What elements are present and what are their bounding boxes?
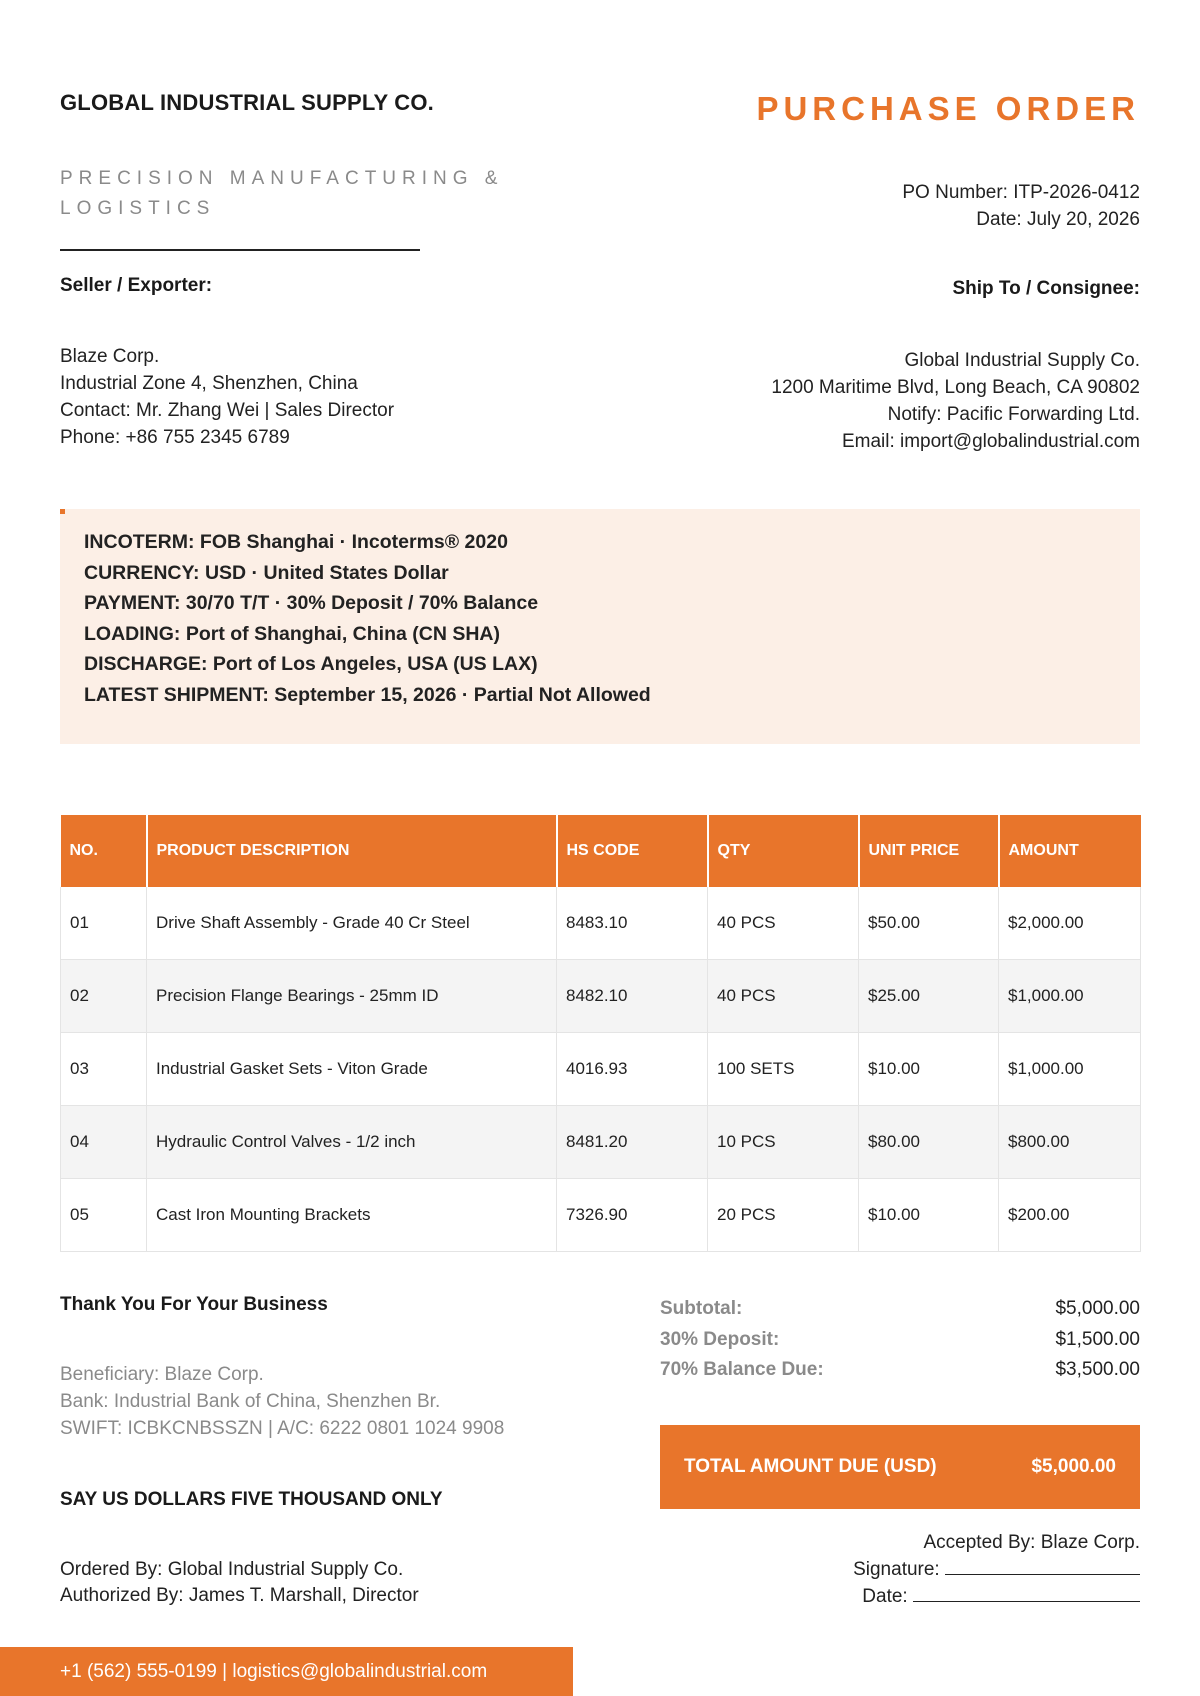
- date-label: Date:: [862, 1586, 908, 1607]
- subtotal-value: $5,000.00: [1055, 1298, 1140, 1319]
- thank-you-heading: Thank You For Your Business: [60, 1294, 328, 1315]
- ship-to-line: Email: import@globalindustrial.com: [841, 431, 1140, 452]
- cell-amount: $2,000.00: [999, 887, 1141, 960]
- cell-unit-price: $80.00: [859, 1106, 999, 1179]
- bank-line: Bank: Industrial Bank of China, Shenzhen Br.: [60, 1391, 441, 1412]
- terms-list: [84, 527, 651, 711]
- seller-line: Industrial Zone 4, Shenzhen, China: [60, 373, 358, 394]
- table-row: [61, 887, 1141, 960]
- cell-description: Drive Shaft Assembly - Grade 40 Cr Steel: [147, 887, 557, 960]
- signature-row: [853, 1556, 1140, 1583]
- accepted-by: Accepted By: Blaze Corp.: [923, 1532, 1140, 1553]
- amount-in-words: SAY US DOLLARS FIVE THOUSAND ONLY: [60, 1489, 443, 1510]
- col-header-amount: AMOUNT: [999, 815, 1141, 887]
- header-divider: [60, 249, 420, 251]
- col-header-description: PRODUCT DESCRIPTION: [147, 815, 557, 887]
- col-header-no: NO.: [61, 815, 147, 887]
- terms-accent-mark: [60, 509, 65, 514]
- cell-unit-price: $25.00: [859, 960, 999, 1033]
- ordered-by: Ordered By: Global Industrial Supply Co.: [60, 1559, 404, 1580]
- order-authorization: [60, 1557, 419, 1609]
- balance-row: [660, 1355, 1140, 1386]
- cell-hs-code: 4016.93: [557, 1033, 708, 1106]
- total-due-value: $5,000.00: [1031, 1456, 1116, 1477]
- seller-line: Blaze Corp.: [60, 346, 160, 367]
- cell-no: 02: [61, 960, 147, 1033]
- term-discharge: DISCHARGE: Port of Los Angeles, USA (US LAX): [84, 653, 538, 676]
- ship-to-label: Ship To / Consignee:: [952, 278, 1140, 299]
- acceptance-block: [853, 1529, 1140, 1610]
- ship-to-line: 1200 Maritime Blvd, Long Beach, CA 90802: [771, 377, 1140, 398]
- balance-value: $3,500.00: [1055, 1359, 1140, 1380]
- line-items-table: [60, 815, 1141, 1252]
- col-header-hs-code: HS CODE: [557, 815, 708, 887]
- cell-no: 04: [61, 1106, 147, 1179]
- po-number: PO Number: ITP-2026-0412: [902, 182, 1140, 203]
- cell-qty: 40 PCS: [708, 887, 859, 960]
- seller-line: Phone: +86 755 2345 6789: [60, 427, 290, 448]
- term-incoterm: INCOTERM: FOB Shanghai · Incoterms® 2020: [84, 531, 508, 553]
- cell-qty: 20 PCS: [708, 1179, 859, 1252]
- table-row: [61, 1179, 1141, 1252]
- cell-description: Hydraulic Control Valves - 1/2 inch: [147, 1106, 557, 1179]
- deposit-value: $1,500.00: [1055, 1328, 1140, 1350]
- term-currency: CURRENCY: USD · United States Dollar: [84, 561, 449, 584]
- signature-label: Signature:: [853, 1559, 940, 1580]
- cell-hs-code: 7326.90: [557, 1179, 708, 1252]
- table-row: [61, 1033, 1141, 1106]
- deposit-label: 30% Deposit:: [660, 1328, 780, 1350]
- cell-unit-price: $10.00: [859, 1033, 999, 1106]
- contact-bar: +1 (562) 555-0199 | logistics@globalindustrial.com: [0, 1647, 573, 1696]
- company-name: GLOBAL INDUSTRIAL SUPPLY CO.: [60, 90, 434, 115]
- cell-unit-price: $10.00: [859, 1179, 999, 1252]
- signature-line[interactable]: [945, 1556, 1140, 1575]
- cell-amount: $1,000.00: [999, 960, 1141, 1033]
- cell-unit-price: $50.00: [859, 887, 999, 960]
- table-header-row: [61, 815, 1141, 887]
- term-loading: LOADING: Port of Shanghai, China (CN SHA): [84, 622, 500, 645]
- cell-no: 03: [61, 1033, 147, 1106]
- ship-to-address: [771, 347, 1140, 455]
- total-due-label: TOTAL AMOUNT DUE (USD): [684, 1456, 937, 1477]
- ship-to-line: Global Industrial Supply Co.: [904, 350, 1140, 371]
- table-row: [61, 960, 1141, 1033]
- ship-to-line: Notify: Pacific Forwarding Ltd.: [887, 404, 1140, 425]
- authorized-by: Authorized By: James T. Marshall, Director: [60, 1585, 419, 1606]
- table-row: [61, 1106, 1141, 1179]
- bank-line: Beneficiary: Blaze Corp.: [60, 1364, 264, 1385]
- document-title: PURCHASE ORDER: [756, 90, 1140, 127]
- cell-amount: $800.00: [999, 1106, 1141, 1179]
- subtotal-row: [660, 1294, 1140, 1325]
- po-meta: [902, 179, 1140, 233]
- cell-description: Industrial Gasket Sets - Viton Grade: [147, 1033, 557, 1106]
- col-header-qty: QTY: [708, 815, 859, 887]
- seller-address: [60, 343, 394, 451]
- cell-hs-code: 8482.10: [557, 960, 708, 1033]
- cell-no: 01: [61, 887, 147, 960]
- term-latest-shipment: LATEST SHIPMENT: September 15, 2026 · Partial Not Allowed: [84, 683, 651, 706]
- totals-summary: [660, 1294, 1140, 1386]
- cell-qty: 10 PCS: [708, 1106, 859, 1179]
- cell-amount: $200.00: [999, 1179, 1141, 1252]
- cell-description: Precision Flange Bearings - 25mm ID: [147, 960, 557, 1033]
- subtotal-label: Subtotal:: [660, 1298, 743, 1319]
- balance-label: 70% Balance Due:: [660, 1359, 824, 1380]
- total-due-banner: [660, 1425, 1140, 1509]
- cell-hs-code: 8483.10: [557, 887, 708, 960]
- deposit-row: [660, 1325, 1140, 1356]
- cell-amount: $1,000.00: [999, 1033, 1141, 1106]
- seller-label: Seller / Exporter:: [60, 275, 213, 296]
- po-date: Date: July 20, 2026: [976, 209, 1140, 230]
- cell-qty: 100 SETS: [708, 1033, 859, 1106]
- date-line[interactable]: [913, 1583, 1140, 1602]
- cell-no: 05: [61, 1179, 147, 1252]
- company-tagline: PRECISION MANUFACTURING & LOGISTICS: [60, 168, 504, 219]
- cell-hs-code: 8481.20: [557, 1106, 708, 1179]
- term-payment: PAYMENT: 30/70 T/T · 30% Deposit / 70% Balance: [84, 592, 539, 615]
- date-row: [853, 1583, 1140, 1610]
- col-header-unit-price: UNIT PRICE: [859, 815, 999, 887]
- bank-details: [60, 1361, 504, 1442]
- cell-description: Cast Iron Mounting Brackets: [147, 1179, 557, 1252]
- bank-line: SWIFT: ICBKCNBSSZN | A/C: 6222 0801 1024 9908: [60, 1418, 505, 1439]
- seller-line: Contact: Mr. Zhang Wei | Sales Director: [60, 400, 395, 421]
- cell-qty: 40 PCS: [708, 960, 859, 1033]
